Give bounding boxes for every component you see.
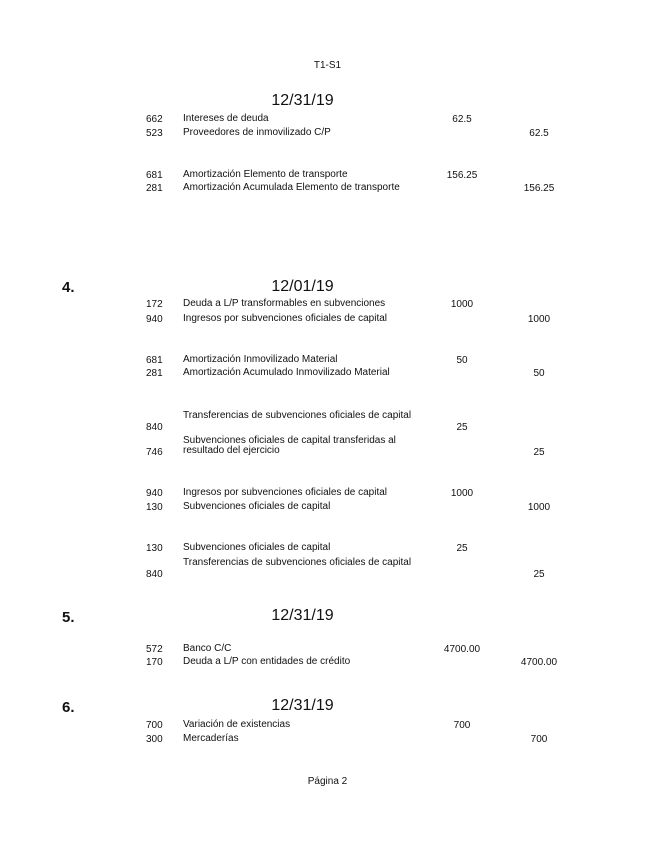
account-code: 523 <box>146 128 163 139</box>
account-description: Transferencias de subvenciones oficiales de capital <box>183 410 412 421</box>
page-header: T1-S1 <box>313 60 342 71</box>
account-code: 840 <box>146 422 163 433</box>
credit-amount: 1000 <box>527 502 551 513</box>
credit-amount: 25 <box>533 569 545 580</box>
account-description: Transferencias de subvenciones oficiales de capital <box>183 557 412 568</box>
account-code: 700 <box>146 720 163 731</box>
account-code: 281 <box>146 183 163 194</box>
account-description: Subvenciones oficiales de capital <box>183 542 331 553</box>
account-code: 662 <box>146 114 163 125</box>
credit-amount: 25 <box>533 447 545 458</box>
account-code: 130 <box>146 543 163 554</box>
credit-amount: 50 <box>533 368 545 379</box>
account-code: 940 <box>146 488 163 499</box>
account-description: Subvenciones oficiales de capital transferidas al resultado del ejercicio <box>183 435 396 456</box>
account-description: Amortización Acumulado Inmovilizado Material <box>183 367 390 378</box>
debit-amount: 156.25 <box>446 170 478 181</box>
account-description: Deuda a L/P con entidades de crédito <box>183 656 351 667</box>
account-description: Mercaderías <box>183 733 239 744</box>
account-description: Deuda a L/P transformables en subvenciones <box>183 298 386 309</box>
account-description: Amortización Acumulada Elemento de transporte <box>183 182 400 193</box>
entry-date: 12/31/19 <box>271 697 334 714</box>
account-description: Amortización Inmovilizado Material <box>183 354 338 365</box>
account-code: 840 <box>146 569 163 580</box>
account-code: 170 <box>146 657 163 668</box>
account-code: 300 <box>146 734 163 745</box>
account-description: Variación de existencias <box>183 719 291 730</box>
credit-amount: 62.5 <box>529 128 549 139</box>
debit-amount: 700 <box>453 720 471 731</box>
account-description: Ingresos por subvenciones oficiales de capital <box>183 487 388 498</box>
debit-amount: 25 <box>456 543 468 554</box>
debit-amount: 1000 <box>450 299 474 310</box>
entry-date: 12/31/19 <box>271 607 334 624</box>
account-code: 681 <box>146 355 163 366</box>
account-code: 681 <box>146 170 163 181</box>
account-code: 572 <box>146 644 163 655</box>
account-description: Subvenciones oficiales de capital <box>183 501 331 512</box>
account-description: Banco C/C <box>183 643 232 654</box>
section-number: 5. <box>62 609 75 626</box>
entry-date: 12/31/19 <box>271 92 334 109</box>
credit-amount: 4700.00 <box>520 657 558 668</box>
debit-amount: 4700.00 <box>443 644 481 655</box>
account-description: Proveedores de inmovilizado C/P <box>183 127 331 138</box>
debit-amount: 25 <box>456 422 468 433</box>
page-footer: Página 2 <box>307 776 348 787</box>
account-description: Amortización Elemento de transporte <box>183 169 348 180</box>
credit-amount: 1000 <box>527 314 551 325</box>
credit-amount: 156.25 <box>523 183 555 194</box>
debit-amount: 62.5 <box>452 114 472 125</box>
entry-date: 12/01/19 <box>271 278 334 295</box>
account-description: Ingresos por subvenciones oficiales de capital <box>183 313 388 324</box>
account-code: 940 <box>146 314 163 325</box>
account-code: 281 <box>146 368 163 379</box>
credit-amount: 700 <box>530 734 548 745</box>
debit-amount: 50 <box>456 355 468 366</box>
section-number: 6. <box>62 699 75 716</box>
account-code: 746 <box>146 447 163 458</box>
account-code: 172 <box>146 299 163 310</box>
account-description: Intereses de deuda <box>183 113 269 124</box>
section-number: 4. <box>62 279 75 296</box>
debit-amount: 1000 <box>450 488 474 499</box>
account-code: 130 <box>146 502 163 513</box>
